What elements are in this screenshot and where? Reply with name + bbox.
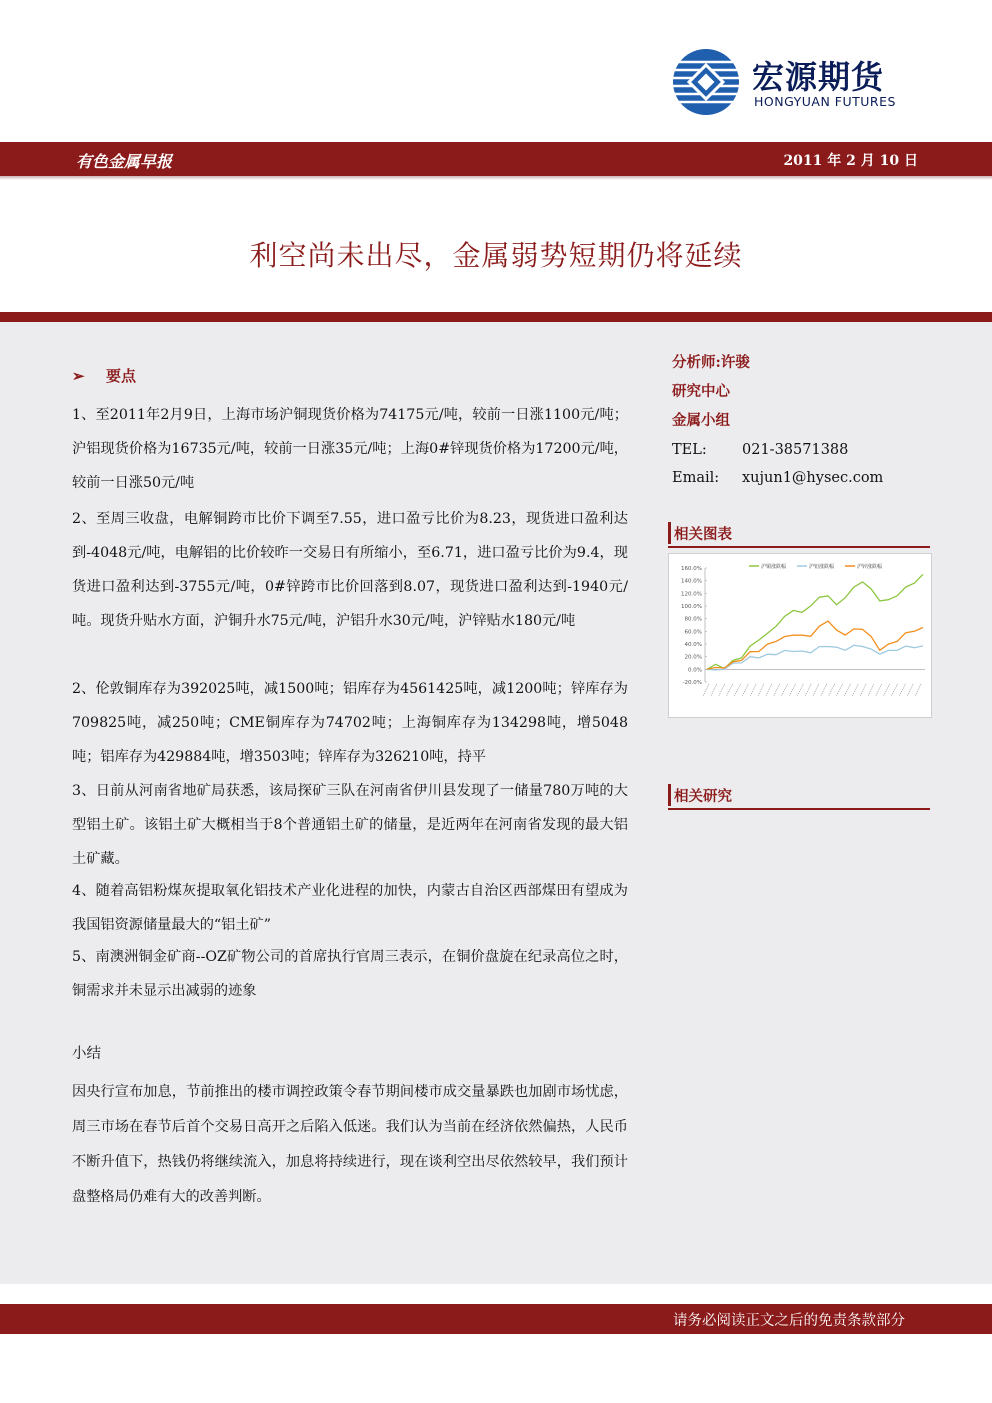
x-tick-label: [907, 684, 913, 696]
related-charts-label: 相关图表: [674, 526, 732, 543]
x-tick-label: [703, 684, 709, 696]
y-tick-label: -20.0%: [682, 680, 702, 686]
y-tick-label: 60.0%: [684, 629, 702, 636]
x-tick-label: [711, 684, 717, 696]
y-tick-label: 20.0%: [684, 654, 702, 661]
x-tick-label: [797, 684, 803, 696]
x-tick-label: [829, 684, 835, 696]
x-tick-label: [852, 684, 858, 696]
x-tick-label: [884, 684, 890, 696]
x-tick-label: [758, 684, 764, 696]
x-tick-label: [734, 684, 740, 696]
brand-name-en: HONGYUAN FUTURES: [754, 94, 896, 109]
y-tick-label: 160.0%: [681, 566, 702, 572]
header-shadow: [0, 176, 992, 180]
paragraph-2: 2、至周三收盘，电解铜跨市比价下调至7.55，进口盈亏比价为8.23，现货进口盈利达到-4048元/吨，电解铝的比价较昨一交易日有所缩小，至6.71，进口盈亏比价为9.4，现货进口盈利达到-3755元/吨，0#锌跨市比价回落到8.07，现货进口盈利达到-1940元/吨。现货升贴水方面，沪铜升水75元/吨，沪铝升水30元/吨，沪锌贴水180元/吨: [72, 511, 628, 629]
x-tick-label: [727, 684, 733, 696]
arrow-bullet-icon: ➢: [72, 367, 85, 385]
x-tick-label: [868, 684, 874, 696]
x-tick-label: [782, 684, 788, 696]
title-divider: [0, 312, 992, 322]
series-line-2: [707, 621, 923, 669]
header-accent: [668, 784, 671, 806]
email-label: Email:: [672, 470, 720, 486]
price-change-chart: [668, 553, 932, 718]
brand-name-cn: 宏源期货: [752, 58, 885, 96]
x-tick-label: [766, 684, 772, 696]
x-tick-label: [844, 684, 850, 696]
legend-label: 沪锌涨跌幅: [857, 564, 883, 570]
x-tick-label: [821, 684, 827, 696]
x-tick-label: [876, 684, 882, 696]
x-tick-label: [774, 684, 780, 696]
research-dept: 研究中心: [672, 383, 730, 400]
x-tick-label: [813, 684, 819, 696]
legend-label: 沪铜涨跌幅: [761, 564, 787, 570]
email-value[interactable]: xujun1@hysec.com: [742, 470, 884, 486]
paragraph-1: 1、至2011年2月9日，上海市场沪铜现货价格为74175元/吨，较前一日涨1100元/吨；沪铝现货价格为16735元/吨，较前一日涨35元/吨；上海0#锌现货价格为17200元/吨，较前一日涨50元/吨: [72, 407, 628, 491]
x-tick-label: [719, 684, 725, 696]
analyst-block: [672, 348, 750, 435]
x-tick-label: [789, 684, 795, 696]
disclaimer-text: 请务必阅读正文之后的免责条款部分: [673, 1313, 905, 1329]
related-research-label: 相关研究: [674, 788, 732, 805]
y-tick-label: 80.0%: [684, 616, 702, 623]
x-tick-label: [899, 684, 905, 696]
y-tick-label: 120.0%: [681, 591, 702, 598]
y-tick-label: 0.0%: [688, 667, 702, 674]
summary-text: 因央行宣布加息，节前推出的楼市调控政策令春节期间楼市成交量暴跌也加剧市场忧虑，周三市场在春节后首个交易日高开之后陷入低迷。我们认为当前在经济依然偏热，人民币不断升值下，热钱仍将继续流入，加息将持续进行，现在谈利空出尽依然较早，我们预计盘整格局仍难有大的改善判断。: [72, 1084, 628, 1205]
legend-label: 沪铝涨跌幅: [809, 564, 835, 570]
company-logo: [672, 48, 912, 118]
x-tick-label: [742, 684, 748, 696]
summary-heading: 小结: [72, 1046, 101, 1062]
tel-value: 021-38571388: [742, 442, 849, 458]
analyst-name: 分析师:许骏: [672, 354, 750, 371]
x-tick-label: [805, 684, 811, 696]
report-type: 有色金属早报: [76, 152, 173, 171]
contact-block: [672, 436, 883, 492]
related-charts-header: [668, 520, 930, 548]
x-tick-label: [915, 684, 921, 696]
x-tick-label: [891, 684, 897, 696]
series-line-0: [707, 574, 923, 669]
paragraph-5: 4、随着高铝粉煤灰提取氧化铝技术产业化进程的加快，内蒙古自治区西部煤田有望成为我国铝资源储量最大的“铝土矿”: [72, 883, 628, 933]
paragraph-4: 3、日前从河南省地矿局获悉，该局探矿三队在河南省伊川县发现了一储量780万吨的大型铝土矿。该铝土矿大概相当于8个普通铝土矿的储量，是近两年在河南省发现的最大铝土矿藏。: [72, 783, 628, 867]
header-accent: [668, 522, 671, 544]
y-tick-label: 140.0%: [681, 578, 702, 585]
tel-label: TEL:: [672, 442, 707, 458]
y-tick-label: 40.0%: [684, 642, 702, 648]
series-line-1: [707, 645, 923, 670]
research-team: 金属小组: [672, 412, 730, 429]
x-tick-label: [860, 684, 866, 696]
report-date: 2011 年 2 月 10 日: [783, 153, 918, 169]
section-heading-label: 要点: [106, 367, 137, 385]
logo-emblem-icon: [672, 48, 740, 116]
section-heading: [72, 365, 136, 386]
x-tick-label: [750, 684, 756, 696]
page-title: 利空尚未出尽，金属弱势短期仍将延续: [249, 239, 743, 272]
related-research-header: [668, 782, 930, 810]
paragraph-6: 5、南澳洲铜金矿商--OZ矿物公司的首席执行官周三表示，在铜价盘旋在纪录高位之时，铜需求并未显示出减弱的迹象: [72, 949, 628, 999]
y-tick-label: 100.0%: [681, 604, 702, 610]
x-tick-label: [836, 684, 842, 696]
paragraph-3: 2、伦敦铜库存为392025吨，减1500吨；铝库存为4561425吨，减1200吨；锌库存为709825吨，减250吨；CME铜库存为74702吨；上海铜库存为134298吨，增5048吨；铝库存为429884吨，增3503吨；锌库存为326210吨，持平: [72, 681, 628, 765]
